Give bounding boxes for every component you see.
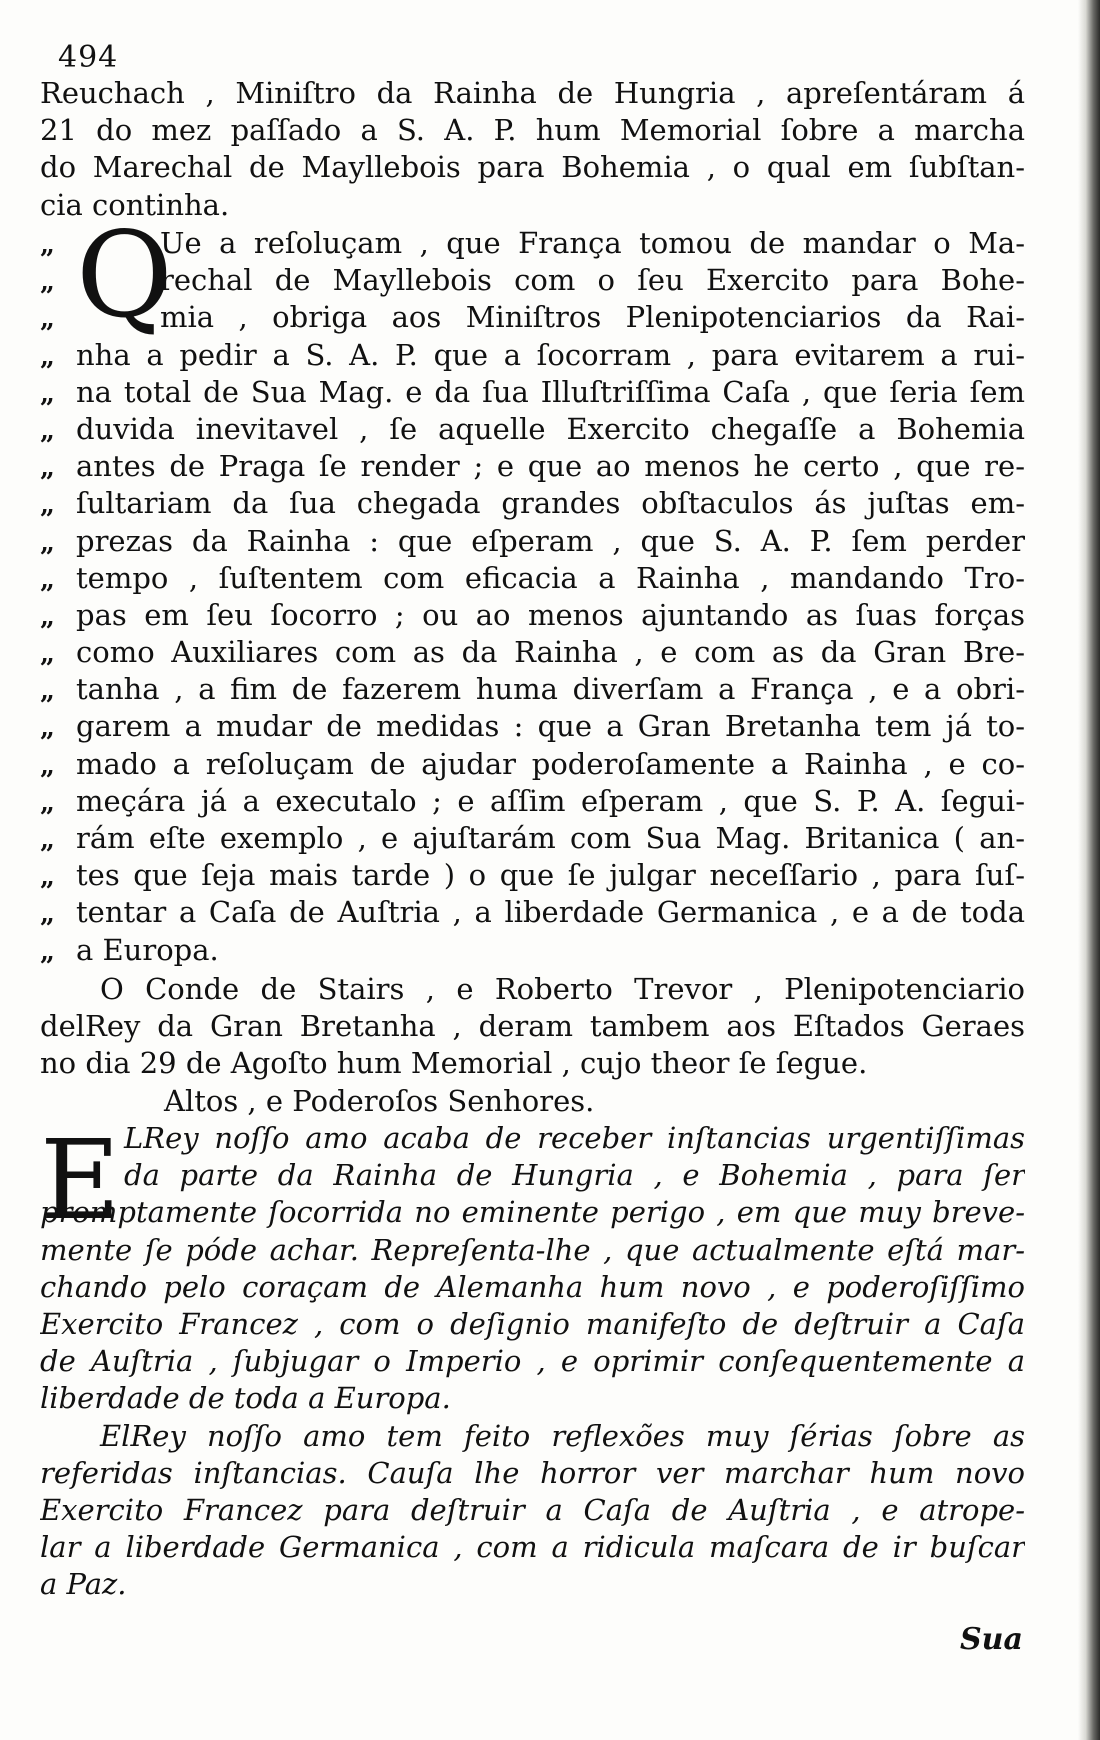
text-line: referidas inſtancias. Cauſa lhe horror ver marchar hum novo [40,1455,1025,1490]
intro-paragraph [40,75,1025,224]
quoted-text: tes que ſeja mais tarde ) o que ſe julgar neceſſario , para ſuſ- [76,858,1025,893]
quoted-text: a Europa. [76,932,219,967]
quoted-text: rechal de Mayllebois com o ſeu Exercito para Bohe- [160,263,1025,298]
quoted-line [40,411,1025,448]
text-line: de Auſtria , ſubjugar o Imperio , e oprimir conſequentemente a [40,1344,1025,1379]
text-line: Exercito Francez para deſtruir a Caſa de Auſtria , e atrope- [40,1492,1025,1527]
quote-mark: „ [40,453,55,484]
quoted-line [40,634,1025,671]
text-line: O Conde de Stairs , e Roberto Trevor , Plenipotenciario [100,972,1025,1006]
text-line: promptamente ſocorrida no eminente perigo , em que muy breve- [40,1195,1025,1230]
quoted-line [40,299,1025,336]
quoted-text: nha a pedir a S. A. P. que a ſocorram , para evitarem a rui- [76,337,1025,372]
quoted-text: Ue a reſoluçam , que França tomou de mandar o Ma- [160,226,1025,260]
quoted-line [40,857,1025,894]
quote-mark: „ [40,267,55,298]
text-line: Reuchach , Miniſtro da Rainha de Hungria , apreſentáram á [40,76,1025,110]
text-line: LRey noſſo amo acaba de receber inſtancias urgentiſſimas [124,1121,1025,1155]
quoted-line [40,262,1025,299]
quoted-text: tanha , a fim de fazerem huma diverſam a França , e a obri- [76,672,1025,707]
text-line: liberdade de toda a Europa. [40,1381,451,1416]
quoted-text: prezas da Rainha : que eſperam , que S. A. P. ſem perder [76,523,1025,558]
drop-cap-e: E [40,1116,121,1244]
text-line: lar a liberdade Germanica , com a ridicula maſcara de ir buſcar [40,1530,1025,1565]
text-line: cia continha. [40,187,230,222]
quoted-text: garem a mudar de medidas : que a Gran Bretanha tem já to- [76,709,1025,744]
text-line: mente ſe póde achar. Repreſenta-lhe , que actualmente eſtá mar- [40,1232,1025,1267]
quoted-line [40,374,1025,411]
text-line: chando pelo coraçam de Alemanha hum novo , e poderoſiſſimo [40,1269,1025,1304]
quote-mark: „ [40,527,55,558]
quoted-line [40,746,1025,783]
quoted-text: meçára já a executalo ; e aſſim eſperam , que S. P. A. ſegui- [76,783,1025,818]
page-number: 494 [58,40,119,75]
salutation: Altos , e Poderoſos Senhores. [164,1083,595,1118]
quoted-line [40,708,1025,745]
page-edge-shadow [1078,0,1100,1740]
quote-mark: „ [40,787,55,818]
quoted-line [40,560,1025,597]
quoted-text: duvida inevitavel , ſe aquelle Exercito chegaſſe a Bohemia [76,411,1025,446]
text-line: no dia 29 de Agoſto hum Memorial , cujo theor ſe ſegue. [40,1046,868,1081]
quote-mark: „ [40,230,55,260]
quoted-line [40,932,1025,969]
drop-cap-q: Q [76,206,173,344]
quoted-text: antes de Praga ſe render ; e que ao menos he certo , que re- [76,449,1025,484]
quoted-line [40,225,1025,262]
quoted-line [40,337,1025,374]
text-line: a Paz. [40,1567,127,1602]
quoted-line [40,820,1025,857]
quoted-text: tempo , ſuſtentem com eficacia a Rainha , mandando Tro- [76,560,1025,595]
british-memorial [40,1116,1025,1603]
quote-mark: „ [40,825,55,855]
quote-mark: „ [40,899,55,930]
quoted-text: como Auxiliares com as da Rainha , e com as da Gran Bre- [76,635,1025,670]
quoted-text: pas em ſeu ſocorro ; ou ao menos ajuntando as ſuas forças [76,597,1025,632]
quoted-line [40,894,1025,931]
quoted-text: na total de Sua Mag. e da ſua Illuſtriſſima Caſa , que ſeria ſem [76,374,1025,409]
quoted-text: mia , obriga aos Miniſtros Plenipotenciarios da Rai- [160,300,1025,335]
stairs-paragraph [40,971,1025,1120]
quote-mark: „ [40,750,55,781]
quote-mark: „ [40,601,55,632]
quoted-line [40,485,1025,522]
text-line: ElRey noſſo amo tem feito reflexões muy ſérias ſobre as [100,1418,1025,1453]
text-line: do Marechal de Mayllebois para Bohemia , o qual em ſubſtan- [40,150,1025,185]
quote-mark: „ [40,378,55,409]
text-line: Exercito Francez , com o deſignio manifeſto de deſtruir a Caſa [40,1306,1025,1341]
quote-mark: „ [40,862,55,893]
quoted-text: ſultariam da ſua chegada grandes obſtaculos ás juſtas em- [76,486,1025,521]
quote-mark: „ [40,639,55,670]
quote-mark: „ [40,490,55,521]
quote-mark: „ [40,713,55,744]
catchword: Sua [960,1622,1023,1657]
quoted-text: rám eſte exemplo , e ajuſtarám com Sua Mag. Britanica ( an- [76,821,1025,855]
quoted-memorial [40,225,1025,969]
quote-mark: „ [40,676,55,707]
quote-mark: „ [40,304,55,335]
quote-mark: „ [40,564,55,595]
quoted-text: mado a reſoluçam de ajudar poderoſamente a Rainha , e co- [76,746,1025,781]
quoted-line [40,783,1025,820]
quote-mark: „ [40,415,55,446]
text-line: da parte da Rainha de Hungria , e Bohemia , para ſer [124,1158,1025,1193]
quoted-line [40,448,1025,485]
quoted-line [40,671,1025,708]
quoted-text: tentar a Caſa de Auſtria , a liberdade Germanica , e a de toda [76,895,1025,930]
quote-mark: „ [40,936,55,967]
text-line: delRey da Gran Bretanha , deram tambem aos Eſtados Geraes [40,1009,1025,1044]
quoted-line [40,597,1025,634]
quoted-line [40,523,1025,560]
quote-mark: „ [40,341,55,372]
text-line: 21 do mez paſſado a S. A. P. hum Memorial ſobre a marcha [40,113,1025,148]
